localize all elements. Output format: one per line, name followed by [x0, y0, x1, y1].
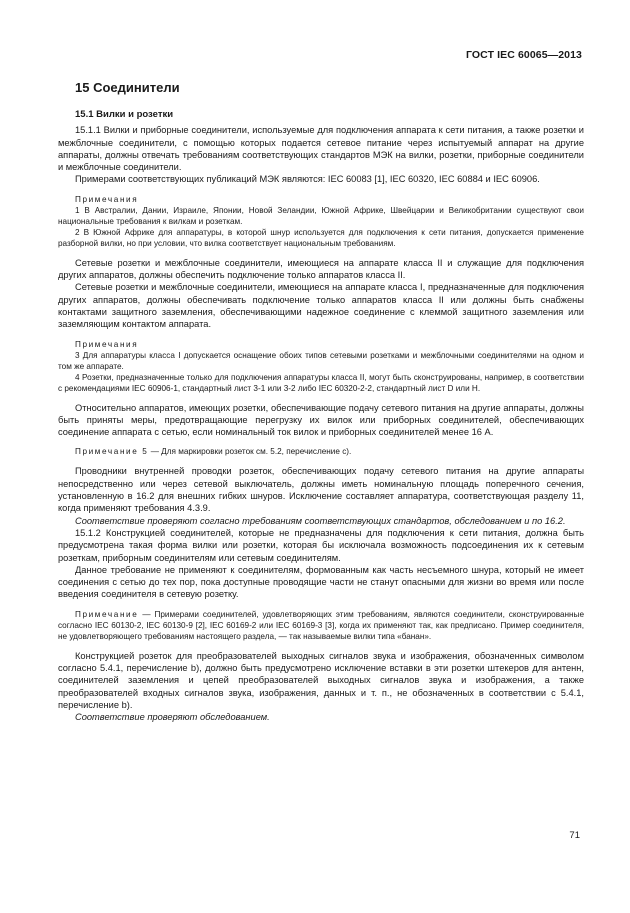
notes-heading: Примечания: [75, 194, 139, 204]
note-3: 3 Для аппаратуры класса I допускается оснащение обоих типов сетевыми розетками и межблочными соединителями на одном и том же аппарате.: [58, 350, 584, 371]
page-number: 71: [569, 830, 580, 841]
subsection-title: 15.1 Вилки и розетки: [75, 109, 174, 120]
paragraph-compliance-1: Соответствие проверяют согласно требованиям соответствующих стандартов, обследованием и по 16.2.: [75, 515, 566, 526]
paragraph-15-1-2: 15.1.2 Конструкцией соединителей, которые не предназначены для подключения к сети питания, должна быть предусмотрена такая форма вилки или розетки, которая бы исключала возможность подсоединения их к сетевым розеткам, приборным соединителям или сетевым соединителям.: [58, 527, 584, 563]
standard-header: ГОСТ IEC 60065—2013: [465, 49, 582, 61]
paragraph-class-i: Сетевые розетки и межблочные соединители, имеющиеся на аппарате класса I, предназначенные для подключения других аппаратов, должны обеспечивать подключение только аппаратов класса II или должны быть снабжены контактами защитного заземления, обеспечивающими надежное соединение с клеммой защитного заземления или заземляющим контактом аппарата.: [58, 282, 584, 330]
note-5-block: [58, 446, 584, 457]
note-5-text: — Для маркировки розеток см. 5.2, перечисление с).: [148, 447, 352, 457]
note-5-label: Примечание 5: [75, 447, 149, 457]
paragraph-class-ii: Сетевые розетки и межблочные соединители, имеющиеся на аппарате класса II и служащие для подключения других аппаратов, должны обеспечить подключение только аппаратов класса II.: [58, 257, 584, 281]
note-6-label: Примечание: [75, 609, 139, 619]
notes-block-2: [58, 339, 584, 394]
paragraph-compliance-2: Соответствие проверяют обследованием.: [75, 712, 270, 723]
paragraph-overload: Относительно аппаратов, имеющих розетки, обеспечивающие подачу сетевого питания на другие аппараты, должны быть приняты меры, предотвращающие перегрузку их вилок или приборных соединителей, обеспечивающих соединение аппарата с сетью, если номинальный ток вилок и приборных соединителей менее 16 А.: [58, 402, 584, 438]
note-6-text: — Примерами соединителей, удовлетворяющих этим требованиям, являются соединители, сконструированные согласно IEC 60130-2, IEC 60130-9 [2], IEC 60169-2 или IEC 60169-3 [3], когда их применяют так, как предписано. Пример соединителя, не удовлетворяющего требованиям настоящего раздела, — так называемые вилки типа «банан».: [58, 609, 584, 641]
paragraph-wiring: Проводники внутренней проводки розеток, обеспечивающих подачу сетевого питания на другие аппараты непосредственно или через сетевой выключатель, должны иметь номинальную площадь поперечного сечения, установленную в 16.2 для внешних гибких шнуров. Исключение составляет аппаратура, соответствующая разделу 11, когда применяют требования 4.3.9.: [58, 466, 584, 514]
section-title: 15 Соединители: [75, 80, 180, 95]
page-content: [58, 109, 584, 724]
paragraph-15-1-1: 15.1.1 Вилки и приборные соединители, используемые для подключения аппарата к сети питания, а также розетки и межблочные соединители, с помощью которых подается сетевое питание через испытуемый аппарат на другие аппараты, должны отвечать требованиям соответствующих стандартов МЭК на вилки, розетки, приборные соединители и межблочные соединители.: [58, 125, 584, 173]
notes-block-1: [58, 194, 584, 249]
paragraph-examples: Примерами соответствующих публикаций МЭК являются: IEC 60083 [1], IEC 60320, IEC 60884 и IEC 60906.: [75, 174, 540, 185]
note-6-block: [58, 609, 584, 642]
note-2: 2 В Южной Африке для аппаратуры, в которой шнур используется для подключения к сети питания, допускается применение разборной вилки, но при условии, что вилка соответствует национальным требованиям.: [58, 227, 584, 248]
paragraph-transducers: Конструкцией розеток для преобразователей выходных сигналов звука и изображения, обозначенных символом согласно 5.4.1, перечисление b), должно быть предусмотрено исключение вставки в эти розетки штекеров для антенн, соединителей заземления и цепей преобразователей выходных сигналов звука и изображения, а также преобразователей входных сигналов звука, изображения, данных и т. п., не обозначенных в соответствии с 5.4.1, перечисление b).: [58, 650, 584, 710]
note-1: 1 В Австралии, Дании, Израиле, Японии, Новой Зеландии, Южной Африке, Швейцарии и Великобритании существуют свои национальные требования к вилкам и розеткам.: [58, 205, 584, 226]
paragraph-exception: Данное требование не применяют к соединителям, формованным как часть несъемного шнура, который не имеет соединения с сетью до тех пор, пока доступные проводящие части не станут опасными для жизни во время или после введения соединителя в сетевую розетку.: [58, 564, 584, 600]
note-4: 4 Розетки, предназначенные только для подключения аппаратуры класса II, могут быть сконструированы, например, в соответствии с рекомендациями IEC 60906-1, стандартный лист 3-1 или 3-2 либо IEC 60320-2-2, стандартный лист D или H.: [58, 372, 584, 393]
notes-heading-2: Примечания: [75, 339, 139, 349]
